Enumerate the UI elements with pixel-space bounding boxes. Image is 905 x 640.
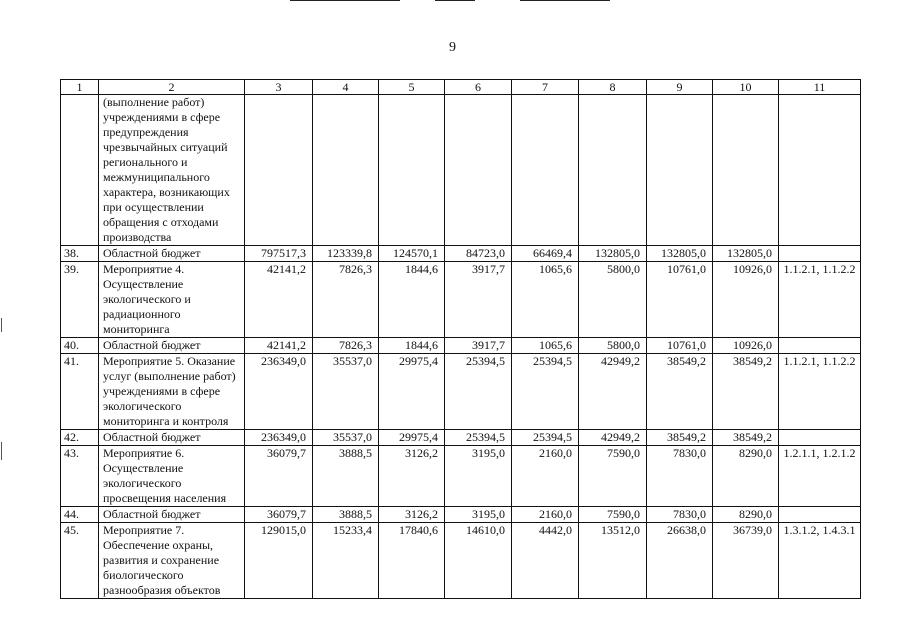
row-number-cell xyxy=(61,95,99,246)
value-cell: 3195,0 xyxy=(445,446,512,507)
row-name-cell: Областной бюджет xyxy=(99,507,245,523)
column-number: 2 xyxy=(99,80,245,95)
value-cell: 7830,0 xyxy=(647,507,713,523)
value-cell: 25394,5 xyxy=(445,430,512,446)
value-cell: 132805,0 xyxy=(647,246,713,262)
value-cell: 8290,0 xyxy=(713,507,779,523)
value-cell: 13512,0 xyxy=(579,523,647,599)
value-cell: 10926,0 xyxy=(713,262,779,338)
table-row xyxy=(61,262,861,338)
value-cell: 25394,5 xyxy=(512,430,579,446)
value-cell: 3888,5 xyxy=(313,446,379,507)
value-cell xyxy=(379,95,445,246)
value-cell: 42949,2 xyxy=(579,430,647,446)
value-cell: 124570,1 xyxy=(379,246,445,262)
value-cell: 3126,2 xyxy=(379,507,445,523)
value-cell: 5800,0 xyxy=(579,262,647,338)
column-number: 6 xyxy=(445,80,512,95)
table-row xyxy=(61,523,861,599)
row-number-cell: 38. xyxy=(61,246,99,262)
target-link-cell: 1.1.2.1, 1.1.2.2 xyxy=(779,262,861,338)
value-cell: 3195,0 xyxy=(445,507,512,523)
column-number: 11 xyxy=(779,80,861,95)
value-cell: 2160,0 xyxy=(512,507,579,523)
target-link-cell xyxy=(779,246,861,262)
value-cell: 123339,8 xyxy=(313,246,379,262)
value-cell: 10926,0 xyxy=(713,338,779,354)
value-cell: 25394,5 xyxy=(512,354,579,430)
value-cell xyxy=(245,95,313,246)
value-cell: 17840,6 xyxy=(379,523,445,599)
table-row xyxy=(61,354,861,430)
column-number: 5 xyxy=(379,80,445,95)
value-cell: 15233,4 xyxy=(313,523,379,599)
value-cell: 4442,0 xyxy=(512,523,579,599)
value-cell: 1844,6 xyxy=(379,262,445,338)
value-cell: 29975,4 xyxy=(379,430,445,446)
top-edge-line xyxy=(435,0,475,1)
row-name-cell: Областной бюджет xyxy=(99,430,245,446)
table-row xyxy=(61,507,861,523)
left-edge-mark xyxy=(1,442,2,460)
target-link-cell: 1.2.1.1, 1.2.1.2 xyxy=(779,446,861,507)
left-edge-mark xyxy=(1,318,2,332)
row-number-cell: 42. xyxy=(61,430,99,446)
row-name-cell: (выполнение работ) учреждениями в сфере предупреждения чрезвычайных ситуаций регионального и межмуниципального характера, возникающих при осуществлении обращения с отходами производства xyxy=(99,95,245,246)
column-number: 3 xyxy=(245,80,313,95)
budget-table xyxy=(60,79,861,599)
value-cell: 10761,0 xyxy=(647,262,713,338)
row-name-cell: Областной бюджет xyxy=(99,246,245,262)
target-link-cell xyxy=(779,430,861,446)
value-cell: 26638,0 xyxy=(647,523,713,599)
value-cell xyxy=(647,95,713,246)
value-cell xyxy=(512,95,579,246)
row-name-cell: Мероприятие 5. Оказание услуг (выполнение работ) учреждениями в сфере экологического мониторинга и контроля xyxy=(99,354,245,430)
row-number-cell: 44. xyxy=(61,507,99,523)
value-cell: 38549,2 xyxy=(713,354,779,430)
value-cell: 1065,6 xyxy=(512,262,579,338)
value-cell: 42949,2 xyxy=(579,354,647,430)
table-row xyxy=(61,430,861,446)
row-name-cell: Мероприятие 4. Осуществление экологического и радиационного мониторинга xyxy=(99,262,245,338)
value-cell: 132805,0 xyxy=(579,246,647,262)
value-cell: 3917,7 xyxy=(445,338,512,354)
column-number: 1 xyxy=(61,80,99,95)
target-link-cell xyxy=(779,338,861,354)
table-row xyxy=(61,95,861,246)
target-link-cell: 1.1.2.1, 1.1.2.2 xyxy=(779,354,861,430)
value-cell xyxy=(313,95,379,246)
value-cell: 797517,3 xyxy=(245,246,313,262)
value-cell: 35537,0 xyxy=(313,430,379,446)
target-link-cell xyxy=(779,507,861,523)
value-cell: 8290,0 xyxy=(713,446,779,507)
column-number: 9 xyxy=(647,80,713,95)
value-cell: 66469,4 xyxy=(512,246,579,262)
row-number-cell: 45. xyxy=(61,523,99,599)
value-cell: 1844,6 xyxy=(379,338,445,354)
table-row xyxy=(61,338,861,354)
table-row xyxy=(61,446,861,507)
value-cell: 42141,2 xyxy=(245,262,313,338)
column-number: 7 xyxy=(512,80,579,95)
value-cell: 236349,0 xyxy=(245,354,313,430)
column-number: 4 xyxy=(313,80,379,95)
value-cell: 38549,2 xyxy=(713,430,779,446)
value-cell: 14610,0 xyxy=(445,523,512,599)
value-cell: 3126,2 xyxy=(379,446,445,507)
value-cell: 36079,7 xyxy=(245,507,313,523)
value-cell: 42141,2 xyxy=(245,338,313,354)
column-number-row xyxy=(61,80,861,95)
value-cell: 29975,4 xyxy=(379,354,445,430)
value-cell xyxy=(445,95,512,246)
value-cell xyxy=(713,95,779,246)
value-cell: 132805,0 xyxy=(713,246,779,262)
value-cell: 36739,0 xyxy=(713,523,779,599)
value-cell: 7826,3 xyxy=(313,262,379,338)
value-cell: 7830,0 xyxy=(647,446,713,507)
column-number: 10 xyxy=(713,80,779,95)
value-cell: 1065,6 xyxy=(512,338,579,354)
value-cell: 236349,0 xyxy=(245,430,313,446)
value-cell: 35537,0 xyxy=(313,354,379,430)
column-number: 8 xyxy=(579,80,647,95)
row-name-cell: Мероприятие 6. Осуществление экологического просвещения населения xyxy=(99,446,245,507)
row-name-cell: Областной бюджет xyxy=(99,338,245,354)
top-edge-line xyxy=(520,0,610,1)
target-link-cell: 1.3.1.2, 1.4.3.1 xyxy=(779,523,861,599)
value-cell: 38549,2 xyxy=(647,430,713,446)
row-number-cell: 41. xyxy=(61,354,99,430)
page-number: 9 xyxy=(449,40,456,55)
value-cell: 7590,0 xyxy=(579,507,647,523)
row-number-cell: 40. xyxy=(61,338,99,354)
table-row xyxy=(61,246,861,262)
value-cell: 3888,5 xyxy=(313,507,379,523)
value-cell: 129015,0 xyxy=(245,523,313,599)
value-cell: 25394,5 xyxy=(445,354,512,430)
value-cell: 84723,0 xyxy=(445,246,512,262)
value-cell: 36079,7 xyxy=(245,446,313,507)
value-cell: 38549,2 xyxy=(647,354,713,430)
row-number-cell: 39. xyxy=(61,262,99,338)
row-name-cell: Мероприятие 7. Обеспечение охраны, развития и сохранение биологического разнообразия объектов xyxy=(99,523,245,599)
top-edge-line xyxy=(290,0,400,1)
value-cell: 3917,7 xyxy=(445,262,512,338)
target-link-cell xyxy=(779,95,861,246)
row-number-cell: 43. xyxy=(61,446,99,507)
value-cell: 7826,3 xyxy=(313,338,379,354)
value-cell: 5800,0 xyxy=(579,338,647,354)
value-cell: 2160,0 xyxy=(512,446,579,507)
value-cell: 10761,0 xyxy=(647,338,713,354)
value-cell: 7590,0 xyxy=(579,446,647,507)
value-cell xyxy=(579,95,647,246)
